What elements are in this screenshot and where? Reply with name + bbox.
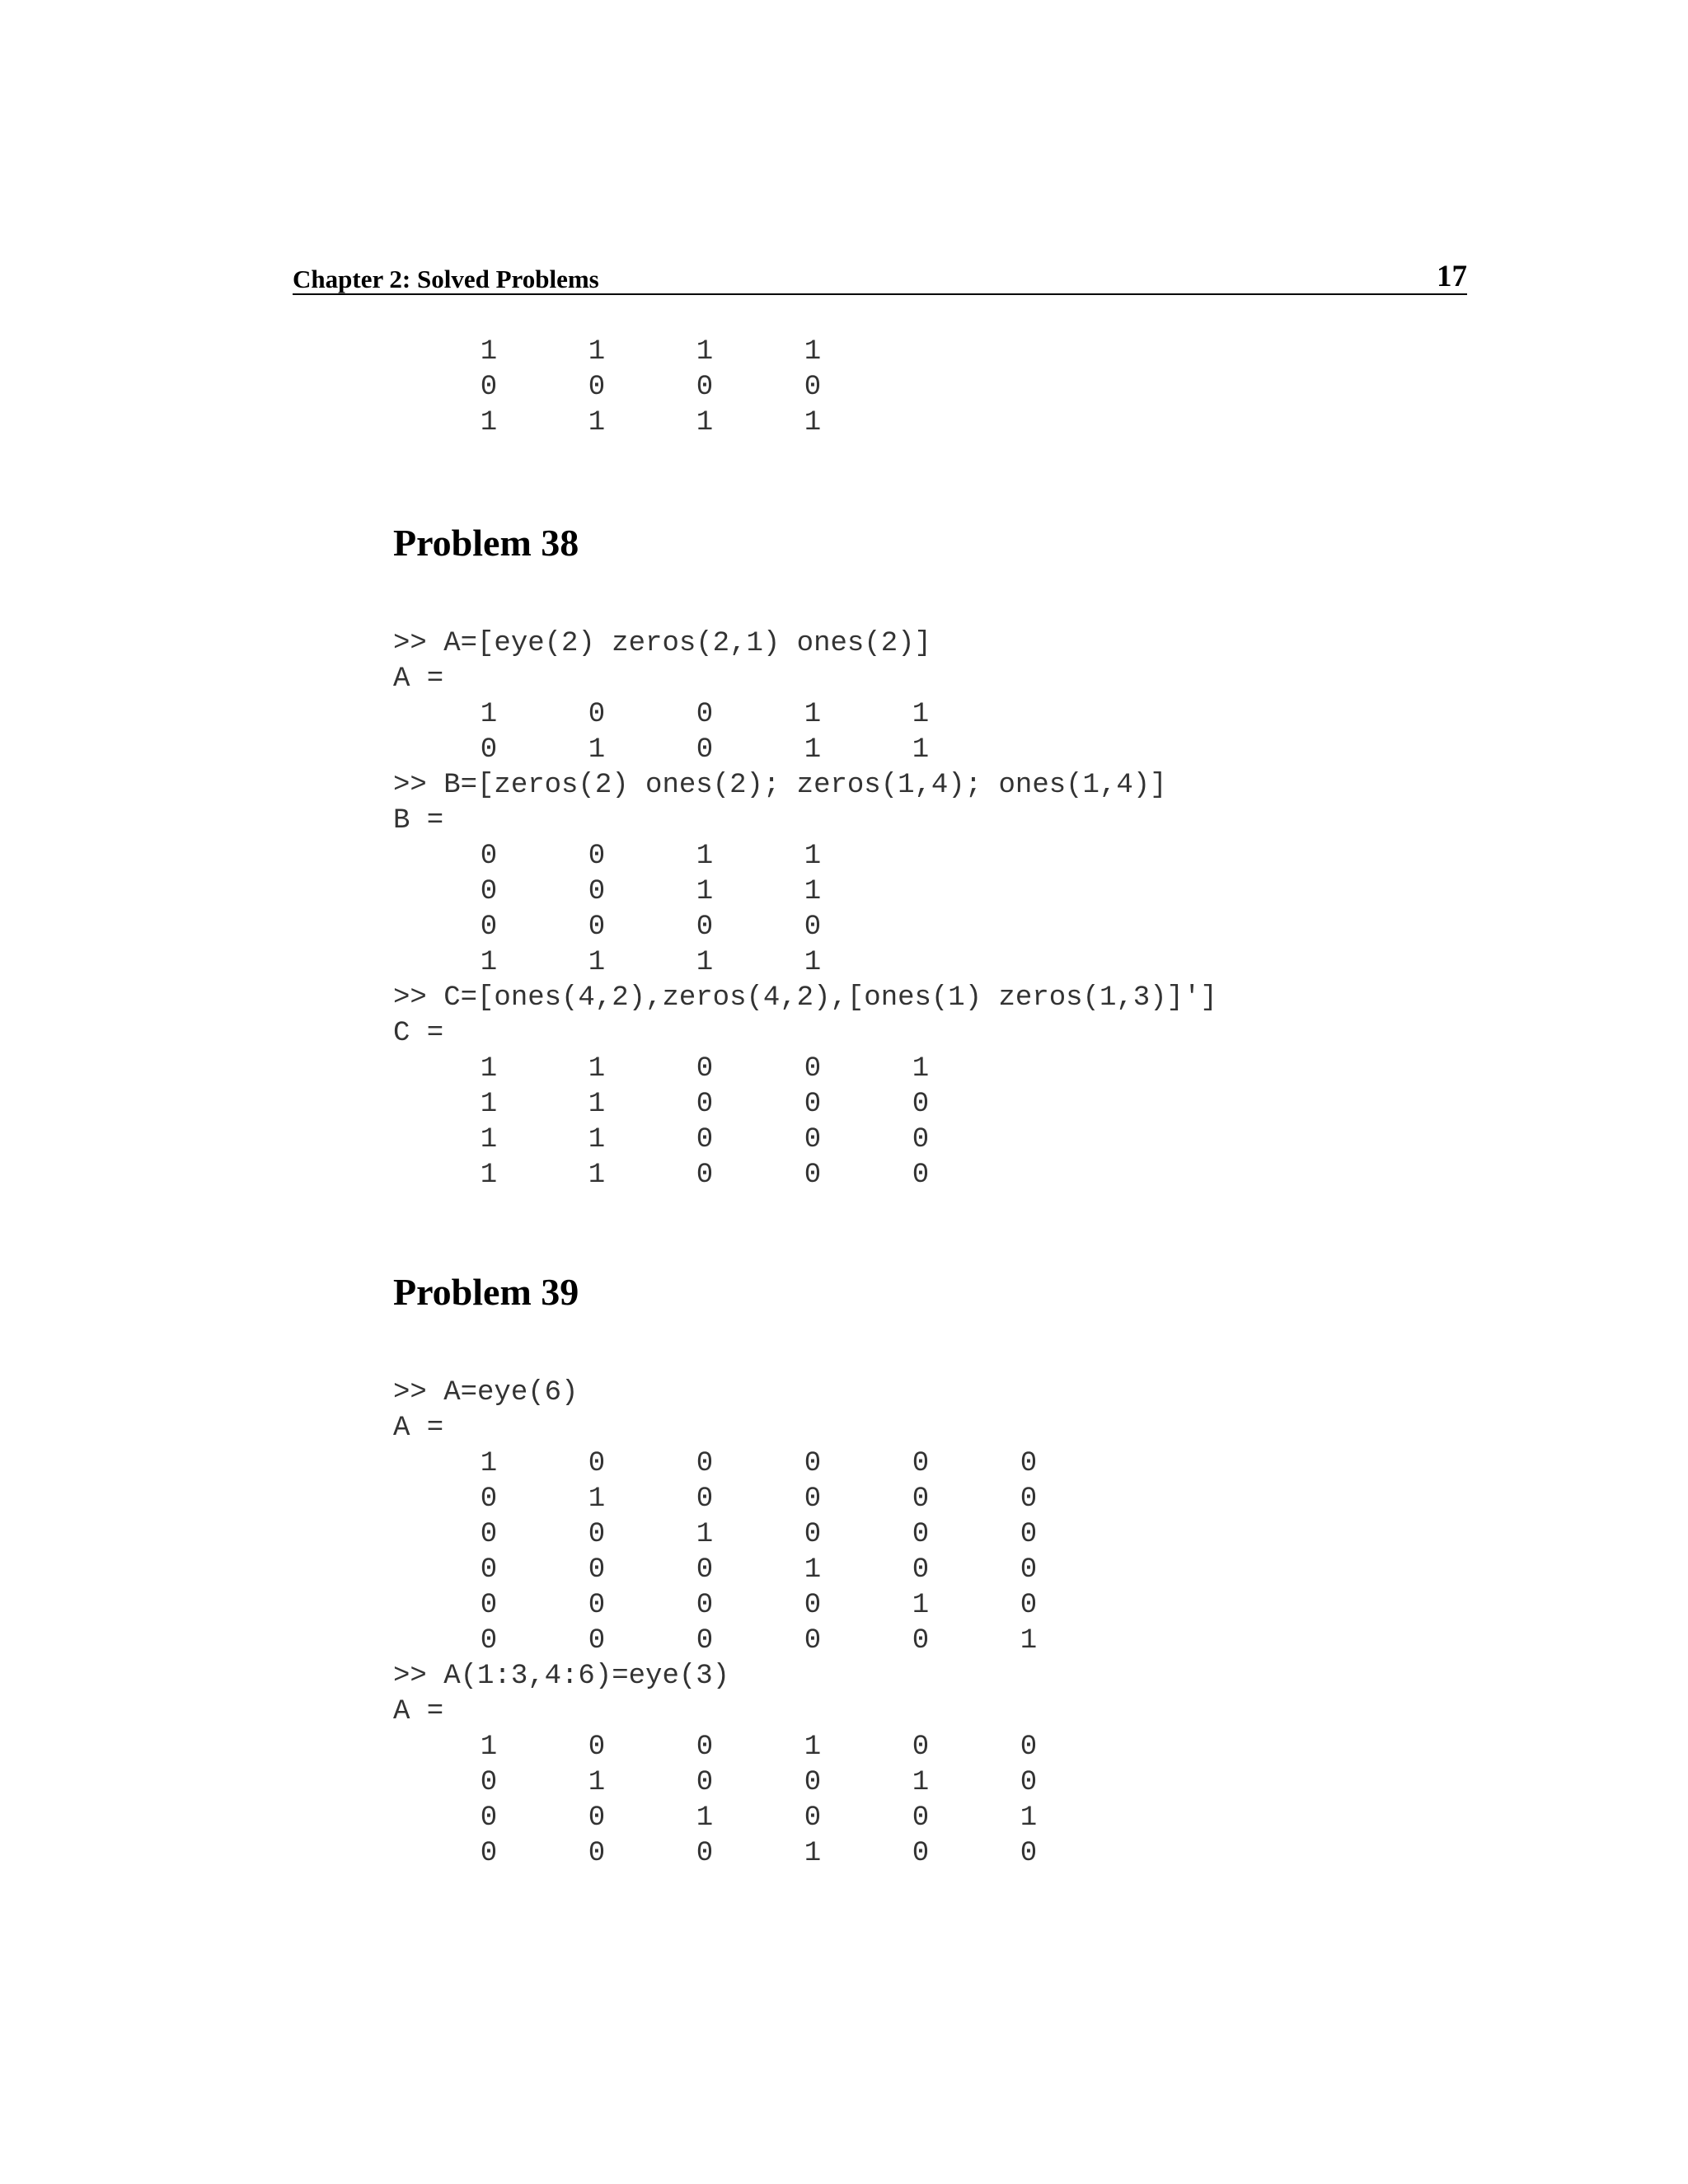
- matrix-cell: 0: [804, 1590, 822, 1621]
- matrix-cell: 0: [912, 1448, 930, 1479]
- result-label: C =: [393, 1018, 444, 1049]
- matrix-row: [393, 910, 1217, 945]
- matrix-cell: 0: [912, 1554, 930, 1586]
- matrix-cell: 0: [588, 1590, 606, 1621]
- matrix-cell: 0: [804, 912, 822, 943]
- matrix-cell: 0: [696, 1767, 714, 1798]
- matrix-cell: 0: [1020, 1838, 1038, 1869]
- matrix-cell: 0: [696, 372, 714, 403]
- matrix-cell: 0: [696, 734, 714, 766]
- matrix-cell: 0: [804, 1519, 822, 1550]
- matrix-cell: 1: [480, 1053, 498, 1085]
- matrix-cell: 1: [480, 336, 498, 368]
- matrix-cell: 0: [804, 1767, 822, 1798]
- matrix-cell: 1: [696, 1519, 714, 1550]
- matrix-cell: 1: [804, 841, 822, 872]
- matrix-cell: 1: [480, 1160, 498, 1191]
- matrix-cell: 0: [804, 1483, 822, 1515]
- matrix-cell: 0: [696, 1554, 714, 1586]
- matrix-row: [393, 1553, 1038, 1588]
- matrix-cell: 0: [480, 1838, 498, 1869]
- matrix-cell: 0: [696, 912, 714, 943]
- matrix-cell: 0: [1020, 1519, 1038, 1550]
- matrix-row: [393, 1122, 1217, 1158]
- matrix-row: [393, 733, 1217, 768]
- matrix-cell: 1: [1020, 1625, 1038, 1657]
- matrix-cell: 1: [804, 1554, 822, 1586]
- matrix-cell: 0: [480, 734, 498, 766]
- problem-39-code: [393, 1376, 1038, 1872]
- matrix-cell: 0: [480, 1590, 498, 1621]
- result-label: A =: [393, 1696, 444, 1727]
- matrix-cell: 0: [696, 1625, 714, 1657]
- matrix-row: [393, 1158, 1217, 1193]
- problem-38-code: [393, 626, 1217, 1193]
- command-prompt: >> C=[ones(4,2),zeros(4,2),[ones(1) zeros(1,3)]']: [393, 982, 1217, 1014]
- command-prompt: >> A=eye(6): [393, 1377, 579, 1408]
- command-prompt: >> A=[eye(2) zeros(2,1) ones(2)]: [393, 628, 931, 659]
- matrix-cell: 1: [804, 407, 822, 438]
- matrix-row: [393, 839, 1217, 874]
- matrix-cell: 0: [912, 1802, 930, 1834]
- matrix-cell: 0: [480, 841, 498, 872]
- matrix-row: [393, 1517, 1038, 1553]
- running-header: [293, 262, 1467, 295]
- matrix-row: [393, 1588, 1038, 1624]
- matrix-cell: 0: [1020, 1732, 1038, 1763]
- matrix-cell: 0: [696, 1590, 714, 1621]
- matrix-cell: 0: [912, 1124, 930, 1155]
- matrix-cell: 0: [696, 1124, 714, 1155]
- matrix-cell: 0: [588, 912, 606, 943]
- matrix-cell: 1: [1020, 1802, 1038, 1834]
- matrix-cell: 0: [480, 1483, 498, 1515]
- matrix-cell: 0: [804, 1089, 822, 1120]
- matrix-cell: 1: [696, 876, 714, 907]
- matrix-row: [393, 874, 1217, 910]
- matrix-cell: 0: [696, 1838, 714, 1869]
- matrix-row: [393, 1836, 1038, 1872]
- matrix-row: [393, 1765, 1038, 1801]
- matrix-cell: 0: [804, 1124, 822, 1155]
- result-label: B =: [393, 805, 444, 837]
- matrix-cell: 0: [912, 1732, 930, 1763]
- matrix-cell: 1: [480, 699, 498, 730]
- matrix-cell: 1: [480, 1124, 498, 1155]
- matrix-cell: 1: [696, 841, 714, 872]
- matrix-cell: 1: [480, 947, 498, 978]
- matrix-cell: 0: [912, 1519, 930, 1550]
- matrix-cell: 1: [804, 1838, 822, 1869]
- command-prompt: >> B=[zeros(2) ones(2); zeros(1,4); ones(1,4)]: [393, 770, 1167, 801]
- matrix-cell: 0: [804, 1625, 822, 1657]
- matrix-cell: 1: [912, 734, 930, 766]
- matrix-cell: 0: [696, 1732, 714, 1763]
- matrix-cell: 0: [696, 1448, 714, 1479]
- chapter-title: Chapter 2: Solved Problems: [293, 265, 599, 293]
- matrix-cell: 0: [480, 372, 498, 403]
- matrix-cell: 1: [804, 734, 822, 766]
- matrix-row: [393, 697, 1217, 733]
- matrix-cell: 1: [912, 1767, 930, 1798]
- matrix-cell: 1: [588, 1053, 606, 1085]
- matrix-cell: 0: [588, 1838, 606, 1869]
- matrix-cell: 0: [912, 1483, 930, 1515]
- problem-39-heading: Problem 39: [393, 1271, 579, 1313]
- matrix-cell: 0: [588, 1519, 606, 1550]
- matrix-cell: 0: [1020, 1767, 1038, 1798]
- matrix-row: [393, 1052, 1217, 1087]
- matrix-cell: 1: [480, 1448, 498, 1479]
- matrix-cell: 1: [588, 1483, 606, 1515]
- matrix-cell: 1: [912, 1053, 930, 1085]
- matrix-cell: 0: [696, 699, 714, 730]
- matrix-cell: 0: [588, 1802, 606, 1834]
- matrix-cell: 0: [588, 372, 606, 403]
- matrix-cell: 0: [696, 1053, 714, 1085]
- matrix-cell: 0: [480, 1519, 498, 1550]
- command-prompt: >> A(1:3,4:6)=eye(3): [393, 1661, 730, 1692]
- matrix-cell: 1: [696, 1802, 714, 1834]
- matrix-cell: 1: [480, 407, 498, 438]
- matrix-cell: 1: [912, 699, 930, 730]
- matrix-cell: 0: [480, 912, 498, 943]
- matrix-cell: 1: [588, 407, 606, 438]
- matrix-cell: 1: [804, 1732, 822, 1763]
- matrix-cell: 0: [912, 1089, 930, 1120]
- problem-38-heading: Problem 38: [393, 522, 579, 564]
- matrix-cell: 1: [588, 1767, 606, 1798]
- page-number: 17: [1437, 260, 1467, 293]
- matrix-row: [393, 1624, 1038, 1659]
- matrix-cell: 0: [1020, 1554, 1038, 1586]
- matrix-cell: 1: [804, 699, 822, 730]
- matrix-cell: 0: [912, 1160, 930, 1191]
- matrix-row: [393, 1482, 1038, 1517]
- matrix-cell: 0: [588, 1448, 606, 1479]
- matrix-cell: 0: [480, 876, 498, 907]
- matrix-cell: 0: [1020, 1448, 1038, 1479]
- matrix-cell: 1: [588, 1089, 606, 1120]
- matrix-cell: 1: [588, 1124, 606, 1155]
- matrix-cell: 0: [696, 1160, 714, 1191]
- matrix-cell: 1: [804, 336, 822, 368]
- matrix-cell: 1: [696, 947, 714, 978]
- result-label: A =: [393, 1413, 444, 1444]
- matrix-cell: 0: [588, 1554, 606, 1586]
- matrix-cell: 0: [696, 1483, 714, 1515]
- matrix-cell: 1: [480, 1732, 498, 1763]
- matrix-cell: 0: [696, 1089, 714, 1120]
- matrix-row: [393, 945, 1217, 981]
- matrix-row: [393, 1801, 1038, 1836]
- matrix-cell: 1: [588, 336, 606, 368]
- matrix-cell: 0: [804, 1053, 822, 1085]
- matrix-cell: 0: [1020, 1590, 1038, 1621]
- matrix-cell: 1: [588, 1160, 606, 1191]
- matrix-row: [393, 1087, 1217, 1122]
- matrix-cell: 1: [804, 876, 822, 907]
- matrix-cell: 1: [912, 1590, 930, 1621]
- matrix-cell: 0: [588, 699, 606, 730]
- matrix-cell: 0: [804, 372, 822, 403]
- matrix-row: [393, 1446, 1038, 1482]
- matrix-cell: 1: [588, 734, 606, 766]
- matrix-cell: 0: [804, 1448, 822, 1479]
- matrix-cell: 0: [480, 1625, 498, 1657]
- matrix-row: [393, 1730, 1038, 1765]
- result-label: A =: [393, 663, 444, 695]
- matrix-cell: 1: [696, 336, 714, 368]
- matrix-cell: 0: [480, 1767, 498, 1798]
- matrix-cell: 0: [804, 1160, 822, 1191]
- matrix-cell: 0: [912, 1838, 930, 1869]
- matrix-cell: 0: [588, 876, 606, 907]
- matrix-cell: 1: [804, 947, 822, 978]
- matrix-cell: 1: [588, 947, 606, 978]
- matrix-cell: 0: [804, 1802, 822, 1834]
- matrix-cell: 0: [588, 1625, 606, 1657]
- matrix-cell: 1: [480, 1089, 498, 1120]
- matrix-cell: 0: [588, 1732, 606, 1763]
- matrix-cell: 0: [1020, 1483, 1038, 1515]
- matrix-cell: 0: [480, 1554, 498, 1586]
- matrix-cell: 0: [912, 1625, 930, 1657]
- matrix-cell: 0: [588, 841, 606, 872]
- matrix-cell: 0: [480, 1802, 498, 1834]
- matrix-cell: 1: [696, 407, 714, 438]
